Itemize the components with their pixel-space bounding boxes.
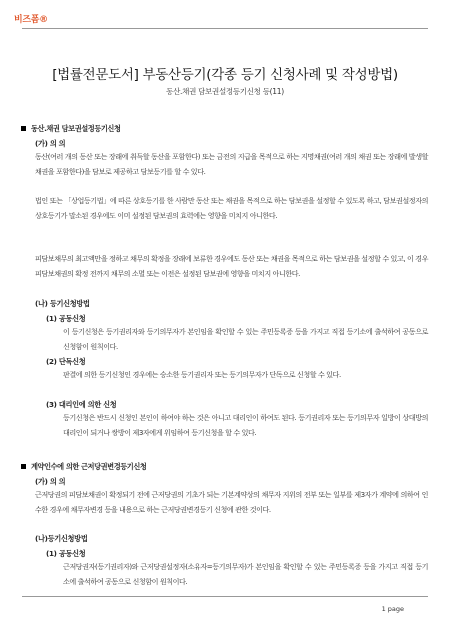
item-heading: (3) 대리인에 의한 신청 (46, 400, 117, 409)
subsection-heading: (나)등기신청방법 (35, 534, 88, 543)
subsection-heading: (나) 등기신청방법 (35, 299, 90, 308)
item-heading: (1) 공동신청 (46, 314, 86, 323)
subsection-heading: (가) 의 의 (35, 139, 66, 148)
section-heading (21, 124, 121, 134)
footer-divider (22, 596, 428, 597)
paragraph: 판결에 의한 등기신청인 경우에는 승소한 등기권리자 또는 등기의무자가 단독으로 신청할 수 있다. (63, 370, 341, 379)
bizforms-logo: 비즈폼® (14, 15, 48, 25)
paragraph: 피담보채무의 최고액만을 정하고 채무의 확정을 장래에 보류한 경우에도 동산 또는 채권을 목적으로 하는 담보권을 설정할 수 있고, 이 경우 피담보채권의 확정 전까지 채무의 소멸 또는 이전은 설정된 담보권에 영향을 미치지 아니한다. (35, 254, 428, 278)
item-heading: (2) 단독신청 (46, 357, 86, 366)
page-number: 1 page (381, 605, 404, 613)
section-heading (21, 462, 146, 472)
paragraph: 등기신청은 반드시 신청인 본인이 하여야 하는 것은 아니고 대리인이 하여도 된다. 등기권리자 또는 등기의무자 일방이 상대방의 대리인이 되거나 쌍방이 제3자에게 위임하여 등기신청을 할 수 있다. (63, 413, 428, 437)
section-heading-text: 계약인수에 의한 근저당권변경등기신청 (31, 462, 147, 471)
paragraph: 이 등기신청은 등기권리자와 등기의무자가 본인임을 확인할 수 있는 주민등록증 등을 가지고 직접 등기소에 출석하여 공동으로 신청함이 원칙이다. (63, 327, 428, 351)
square-bullet-icon (21, 126, 26, 131)
paragraph: 법인 또는 「상업등기법」에 따른 상호등기를 한 사람만 동산 또는 채권을 목적으로 하는 담보권을 설정할 수 있도록 하고, 담보권설정자의 상호등기가 말소된 경우에도 이미 설정된 담보권의 효력에는 영향을 미치지 아니한다. (35, 196, 428, 220)
document-title: [법률전문도서] 부동산등기(각종 등기 신청사례 및 작성방법) (52, 67, 398, 83)
paragraph: 근저당권의 피담보채권이 확정되기 전에 근저당권의 기초가 되는 기본계약상의 채무자 지위의 전부 또는 일부를 제3자가 계약에 의하여 인수한 경우에 채무자변경 등을 내용으로 하는 근저당권변경등기 신청에 관한 것이다. (35, 490, 428, 514)
item-heading: (1) 공동신청 (46, 549, 86, 558)
paragraph: 동산(여러 개의 동산 또는 장래에 취득할 동산을 포함한다) 또는 금전의 지급을 목적으로 하는 지명채권(여러 개의 채권 또는 장래에 발생할 채권을 포함한다)을 담보로 제공하고 담보등기를 할 수 있다. (35, 152, 428, 176)
document-subtitle: 동산.채권 담보권설정등기신청 등(11) (166, 87, 284, 96)
header-divider (22, 28, 428, 29)
paragraph: 근저당권자(등기권리자)와 근저당권설정자(소유자=등기의무자)가 본인임을 확인할 수 있는 주민등록증 등을 가지고 직접 등기소에 출석하여 공동으로 신청함이 원칙이다. (63, 562, 428, 586)
subsection-heading: (가) 의 의 (35, 477, 66, 486)
square-bullet-icon (21, 464, 26, 469)
section-heading-text: 동산.채권 담보권설정등기신청 (31, 124, 121, 133)
